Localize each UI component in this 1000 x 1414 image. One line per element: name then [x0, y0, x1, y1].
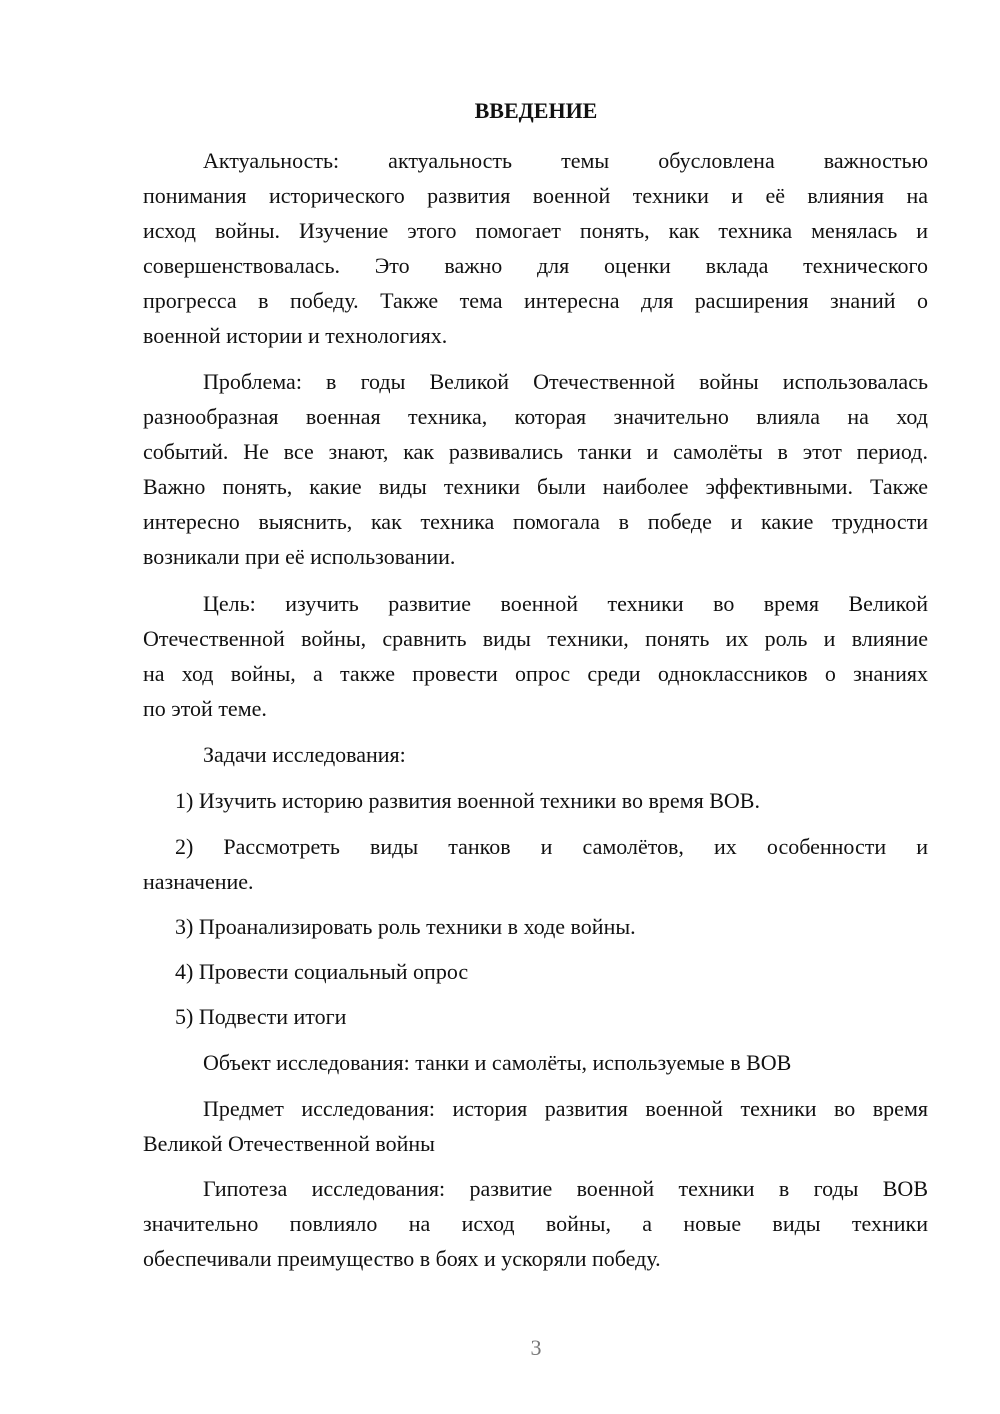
paragraph-task-5 [143, 999, 928, 1034]
text-line: Важно понять, какие виды техники были наиболее эффективными. Также [143, 474, 928, 499]
text-line: исход войны. Изучение этого помогает понять, как техника менялась и [143, 218, 928, 243]
text-line: прогресса в победу. Также тема интересна для расширения знаний о [143, 288, 928, 313]
text-line: Гипотеза исследования: развитие военной техники в годы ВОВ [203, 1176, 928, 1201]
paragraph-task-2 [143, 829, 928, 899]
text-line: Предмет исследования: история развития военной техники во время [203, 1096, 928, 1121]
paragraph-task-3 [143, 909, 928, 944]
text-line: Объект исследования: танки и самолёты, используемые в ВОВ [203, 1050, 792, 1075]
text-line: возникали при её использовании. [143, 544, 456, 569]
text-line: 4) Провести социальный опрос [175, 959, 469, 984]
page-number: 3 [530, 1335, 542, 1360]
text-line: понимания исторического развития военной техники и её влияния на [143, 183, 928, 208]
text-line: обеспечивали преимущество в боях и ускоряли победу. [143, 1246, 661, 1271]
text-line: 2) Рассмотреть виды танков и самолётов, их особенности и [175, 834, 928, 859]
text-line: совершенствовалась. Это важно для оценки вклада технического [143, 253, 928, 278]
text-line: по этой теме. [143, 696, 267, 721]
text-line: военной истории и технологиях. [143, 323, 448, 348]
paragraph-object [143, 1045, 928, 1080]
text-line: разнообразная военная техника, которая значительно влияла на ход [143, 404, 928, 429]
text-line: на ход войны, а также провести опрос среди одноклассников о знаниях [143, 661, 928, 686]
section-title: ВВЕДЕНИЕ [474, 98, 598, 123]
paragraph-subject [143, 1091, 928, 1161]
paragraph-goal [143, 586, 928, 726]
text-line: 3) Проанализировать роль техники в ходе войны. [175, 914, 636, 939]
text-line: Отечественной войны, сравнить виды техники, понять их роль и влияние [143, 626, 928, 651]
paragraph-tasks-heading [143, 737, 928, 772]
paragraph-hypothesis [143, 1171, 928, 1276]
text-line: 5) Подвести итоги [175, 1004, 347, 1029]
text-line: Задачи исследования: [203, 742, 406, 767]
text-line: интересно выяснить, как техника помогала в победе и какие трудности [143, 509, 928, 534]
paragraph-relevance [143, 143, 928, 353]
text-line: назначение. [143, 869, 254, 894]
text-line: Проблема: в годы Великой Отечественной войны использовалась [203, 369, 928, 394]
text-line: значительно повлияло на исход войны, а новые виды техники [143, 1211, 928, 1236]
text-line: 1) Изучить историю развития военной техники во время ВОВ. [175, 788, 760, 813]
paragraph-problem [143, 364, 928, 574]
text-line: Актуальность: актуальность темы обусловлена важностью [203, 148, 928, 173]
text-line: Великой Отечественной войны [143, 1131, 435, 1156]
paragraph-task-1 [143, 783, 928, 818]
text-line: Цель: изучить развитие военной техники во время Великой [203, 591, 928, 616]
paragraph-task-4 [143, 954, 928, 989]
text-line: событий. Не все знают, как развивались танки и самолёты в этот период. [143, 439, 928, 464]
